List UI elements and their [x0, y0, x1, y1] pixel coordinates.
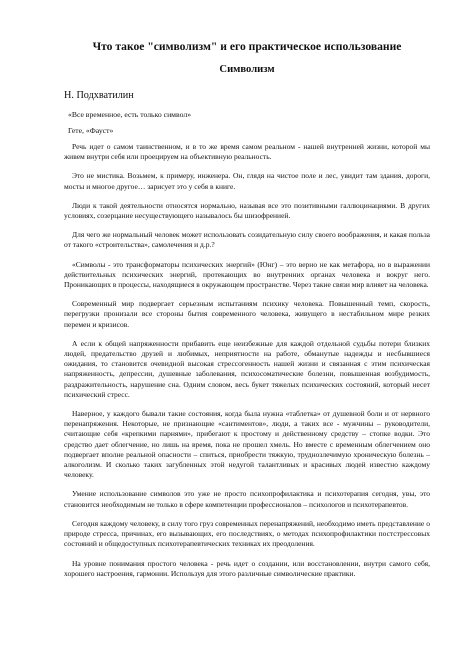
paragraph: Умение использование символов это уже не просто психопрофилактика и психотерапия сегодня, увы, это становится необходимым не только в сфере компетенции профессионалов – психологов и психотерапевтов. [64, 489, 430, 509]
epigraph-source: Гете, «Фауст» [68, 126, 114, 135]
paragraph: Речь идет о самом таинственном, и в то же время самом реальном - нашей внутренней жизни, которой мы живем внутри себя или проецируем на объективную реальность. [64, 142, 430, 162]
document-title: Что такое "символизм" и его практическое использование [92, 40, 402, 53]
paragraph: Наверное, у каждого бывали такие состояния, когда была нужна «таблетка» от душевной боли и от нервного перенапряжения. Некоторые, не признающие «сантиментов», люди, а таких все - мужчины – руководители, считающие себя «крепкими парнями», прибегают к простому и действенному средству – стопке водки. Это средство дает облегчение, но лишь на время, пока не прошел хмель. Но вместе с временным облегчением оно подвергает вполне реальной опасности – спиться, приобрести тяжкую, труднозлечимую хроническую болезнь – алкоголизм. И сколько таких загубленных этой недугой талантливых и красивых людей известно каждому человеку. [64, 409, 430, 480]
epigraph-quote: «Все временное, есть только символ» [68, 110, 192, 119]
paragraph: Люди к такой деятельности относятся нормально, называя все это позитивными галлюцинациями. В других условиях, созерцание несуществующего называлось бы шизофренией. [64, 200, 430, 221]
paragraph: А если к общей напряженности прибавить еще неизбежные для каждой отдельной судьбы потери близких людей, предательство друзей и любимых, неприятности на работе, обманутые надежды и несбывшиеся ожидания, то становится очевидной высокая стрессогенность нашей жизни и связанная с этим психическая напряженность, депрессии, душевные заболевания, психосоматические болезни, повышенная возбудимость, раздражительность, нарушение сна. Одним словом, весь букет тяжелых психических состояний, который несет психический стресс. [64, 338, 430, 399]
paragraph: Современный мир подвергает серьезным испытаниям психику человека. Повышенный темп, скорость, перегрузки пронизали все стороны бытия современного человека, живущего в нестабильном мире резких перемен и кризисов. [64, 299, 430, 329]
document-subtitle: Символизм [219, 64, 275, 75]
paragraph: Для чего же нормальный человек может использовать созидательную силу своего воображения, и какая польза от такого «строительства», самолечения и д.р.? [64, 230, 430, 250]
paragraph: Сегодня каждому человеку, в силу того груз современных перенапряжений, необходимо иметь представление о природе стресса, причинах, его вызывающих, его последствиях, о методах психопрофилактики постстрессовых состояний и общедоступных психотерапевтических техниках их преодоления. [64, 518, 430, 549]
paragraph: На уровне понимания простого человека - речь идет о создании, или восстановлении, внутри самого себя, хорошего настроения, гармонии. Используя для этого различные символические практики. [64, 558, 430, 578]
paragraph: «Символы - это трансформаторы психических энергий» (Юнг) – это верно не как метафора, но в выражении действительных психических энергий, протекающих во внутренних органах человека и вокруг него. Проникающих в процессы, находящиеся в окружающем пространстве. Через такие связи мир влияет на человека. [64, 259, 430, 290]
author-name: Н. Подхватилин [64, 90, 134, 101]
paragraph: Это не мистика. Возьмем, к примеру, инженера. Он, глядя на чистое поле и лес, увидит там здания, дороги, мосты и многое другое… зарисует это у себя в книге. [64, 171, 430, 191]
